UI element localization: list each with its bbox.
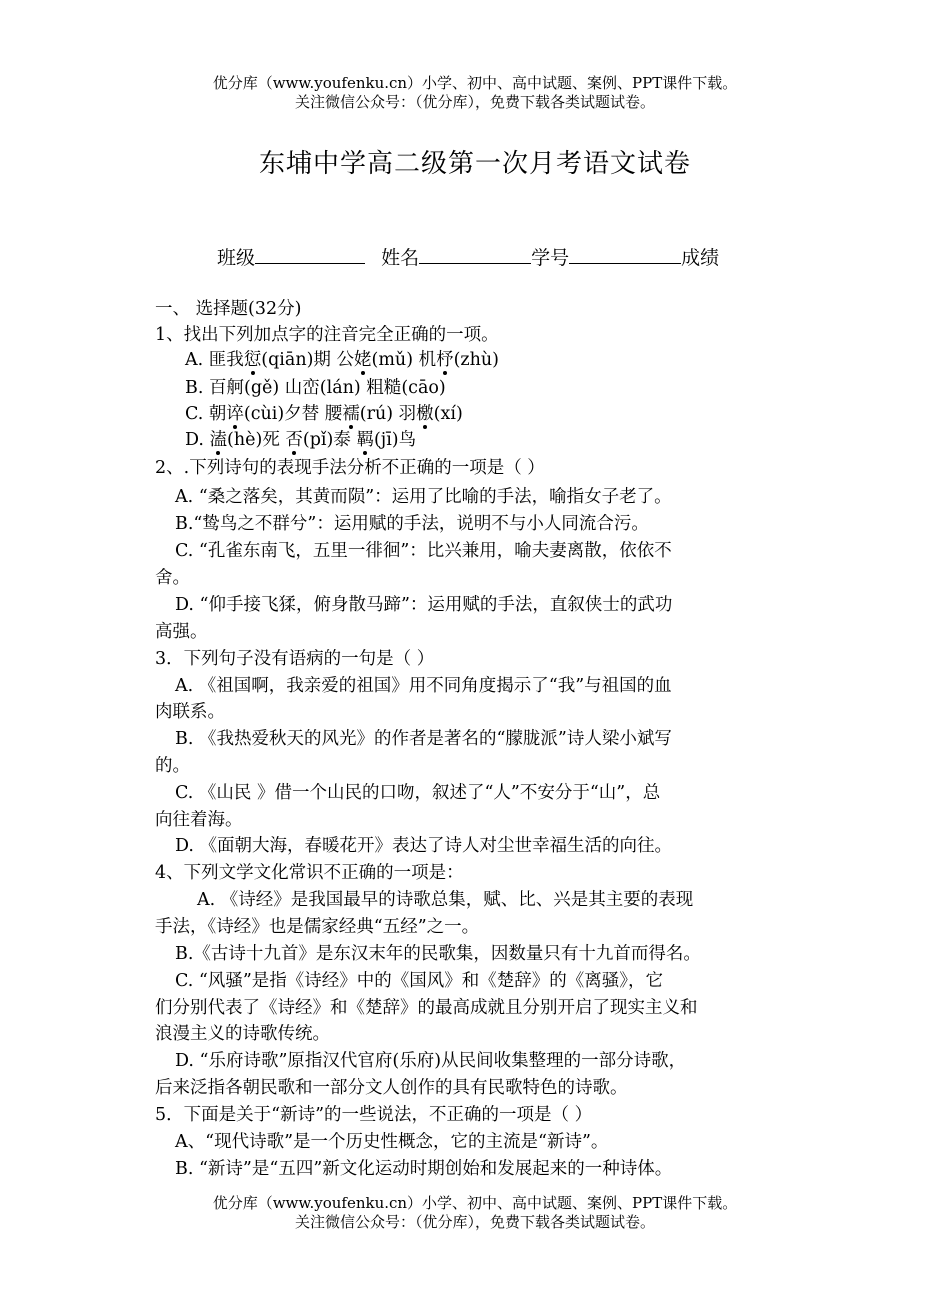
dotted-char: 溘: [209, 430, 228, 450]
question-2-stem: 2、.下列诗句的表现手法分析不正确的一项是（ ）: [155, 458, 545, 478]
question-5-option-a: A、“现代诗歌”是一个历史性概念，它的主流是“新诗”。: [175, 1132, 609, 1152]
question-3-option-b: B. 《我热爱秋天的风光》的作者是著名的“朦胧派”诗人梁小斌写: [175, 729, 672, 749]
dotted-char: 檄: [416, 404, 434, 424]
question-2-option-a: A. “桑之落矣，其黄而陨”：运用了比喻的手法，喻指女子老了。: [175, 487, 672, 507]
question-1-option-a: A. 匪我愆(qiān)期 公姥(mǔ) 机杼(zhù): [185, 350, 500, 370]
dotted-char: 谇: [226, 404, 244, 424]
question-3-option-c-cont: 向往着海。: [155, 810, 243, 830]
class-label: 班级: [217, 247, 256, 269]
question-4-option-a: A. 《诗经》是我国最早的诗歌总集，赋、比、兴是其主要的表现: [197, 890, 694, 910]
banner-line-2: 关注微信公众号：（优分库），免费下载各类试题试卷。: [294, 93, 655, 111]
header-banner: [0, 74, 950, 112]
name-blank[interactable]: [419, 243, 531, 264]
question-4-option-c-cont: 们分别代表了《诗经》和《楚辞》的最高成就且分别开启了现实主义和: [155, 998, 698, 1018]
question-4-option-b: B.《古诗十九首》是东汉末年的民歌集，因数量只有十九首而得名。: [175, 944, 701, 964]
question-3-stem: 3．下列句子没有语病的一句是（ ）: [155, 649, 435, 669]
question-3-option-a-cont: 肉联系。: [155, 702, 225, 722]
banner-line-1: 优分库（www.youfenku.cn）小学、初中、高中试题、案例、PPT课件下载。: [212, 74, 738, 92]
question-1-option-d: D. 溘(hè)死 否(pǐ)泰 羁(jī)鸟: [185, 430, 417, 450]
question-3-option-c: C. 《山民 》借一个山民的口吻，叙述了“人”不安分于“山”，总: [175, 783, 661, 803]
question-1-option-c: C. 朝谇(cùi)夕替 腰襦(rú) 羽檄(xí): [185, 404, 463, 424]
question-3-option-d: D. 《面朝大海，春暖花开》表达了诗人对尘世幸福生活的向往。: [175, 836, 673, 856]
question-4-option-c-cont2: 浪漫主义的诗歌传统。: [155, 1024, 330, 1044]
banner-line-1: 优分库（www.youfenku.cn）小学、初中、高中试题、案例、PPT课件下载。: [212, 1194, 738, 1212]
question-5-stem: 5．下面是关于“新诗”的一些说法，不正确的一项是（ ）: [155, 1105, 593, 1125]
question-3-option-b-cont: 的。: [155, 756, 190, 776]
question-4-option-a-cont: 手法，《诗经》也是儒家经典“五经”之一。: [155, 917, 480, 937]
page-title: 东埔中学高二级第一次月考语文试卷: [258, 149, 691, 179]
class-blank[interactable]: [255, 243, 365, 264]
banner-line-2: 关注微信公众号：（优分库），免费下载各类试题试卷。: [294, 1213, 655, 1231]
section-heading: 一、 选择题(32分): [155, 299, 302, 319]
dotted-char: 襦: [342, 404, 360, 424]
dotted-char: 否: [285, 430, 303, 450]
question-4-stem: 4、下列文学文化常识不正确的一项是：: [155, 863, 464, 883]
question-4-option-c: C. “风骚”是指《诗经》中的《国风》和《楚辞》的《离骚》，它: [175, 971, 664, 991]
question-4-option-d-cont: 后来泛指各朝民歌和一部分文人创作的具有民歌特色的诗歌。: [155, 1078, 628, 1098]
question-5-option-b: B. “新诗”是“五四”新文化运动时期创始和发展起来的一种诗体。: [175, 1159, 673, 1179]
question-4-option-d: D. “乐府诗歌”原指汉代官府(乐府)从民间收集整理的一部分诗歌，: [175, 1051, 687, 1071]
dotted-char: 杼: [436, 350, 454, 370]
number-blank[interactable]: [569, 243, 681, 264]
question-3-option-a: A. 《祖国啊，我亲爱的祖国》用不同角度揭示了“我”与祖国的血: [175, 676, 672, 696]
question-1-option-b: B. 百舸(gě) 山峦(lán) 粗糙(cāo): [185, 378, 446, 398]
question-2-option-c: C. “孔雀东南飞，五里一徘徊”：比兴兼用，喻夫妻离散，依依不: [175, 541, 672, 561]
dotted-char: 愆: [243, 350, 262, 370]
question-2-option-d: D. “仰手接飞猱，俯身散马蹄”：运用赋的手法，直叙侠士的武功: [175, 595, 673, 615]
footer-banner: [0, 1194, 950, 1232]
question-2-option-b: B.“鸷鸟之不群兮”：运用赋的手法，说明不与小人同流合污。: [175, 514, 649, 534]
number-label: 学号: [531, 247, 570, 269]
question-2-option-c-cont: 舍。: [155, 568, 190, 588]
student-info-line: [217, 243, 719, 270]
score-label: 成绩: [681, 247, 720, 269]
name-label: 姓名: [381, 247, 420, 269]
question-1-stem: 1、找出下列加点字的注音完全正确的一项。: [155, 325, 499, 345]
dotted-char: 姥: [354, 350, 372, 370]
dotted-char: 羁: [356, 430, 374, 450]
question-2-option-d-cont: 高强。: [155, 622, 208, 642]
